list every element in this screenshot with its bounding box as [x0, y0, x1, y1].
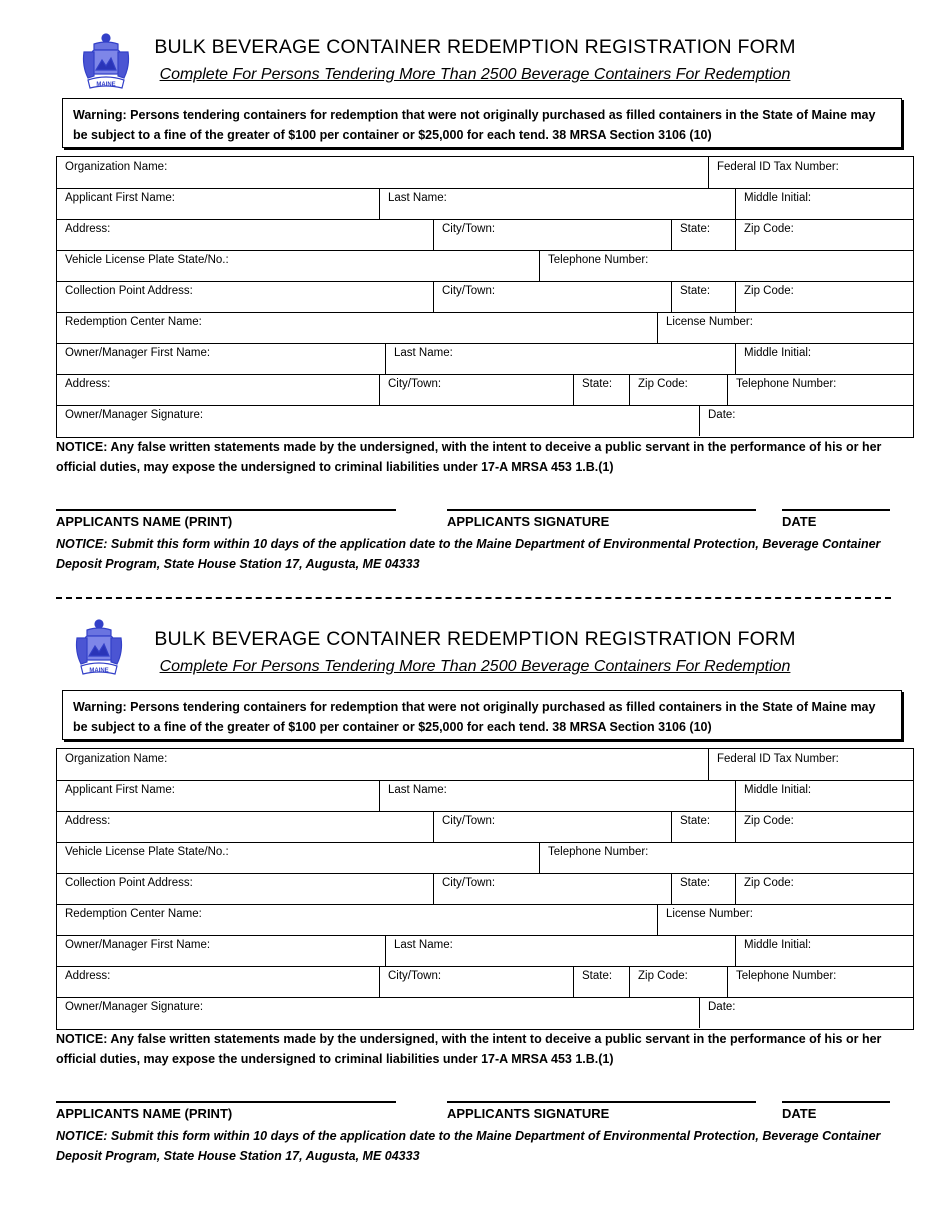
row-owner-signature — [57, 405, 913, 436]
applicant-signature-line[interactable] — [447, 497, 756, 511]
date-label: DATE — [782, 1106, 817, 1121]
row-owner-address — [57, 966, 913, 998]
row-owner-name — [57, 935, 913, 967]
owner-city-field[interactable]: City/Town: — [379, 966, 573, 997]
owner-state-field[interactable]: State: — [573, 374, 629, 405]
date-line[interactable] — [782, 1089, 890, 1103]
applicants-signature-label: APPLICANTS SIGNATURE — [447, 514, 610, 529]
applicant-last-name-field[interactable]: Last Name: — [379, 780, 735, 811]
registration-fields-table — [56, 156, 914, 438]
owner-state-field[interactable]: State: — [573, 966, 629, 997]
row-owner-signature — [57, 997, 913, 1028]
warning-box: Warning: Persons tendering containers for redemption that were not originally purchased as filled containers in the State of Maine may be subject to a fine of the greater of $100 per container or $25,000 for each tend. 38 MRSA Section 3106 (10) — [62, 98, 902, 148]
federal-id-field[interactable]: Federal ID Tax Number: — [708, 749, 913, 780]
applicant-middle-initial-field[interactable]: Middle Initial: — [735, 188, 913, 219]
applicant-city-field[interactable]: City/Town: — [433, 811, 671, 842]
collection-point-address-field[interactable]: Collection Point Address: — [65, 285, 193, 297]
applicant-name-line[interactable] — [56, 1089, 396, 1103]
false-statements-notice: NOTICE: Any false written statements made by the undersigned, with the intent to deceive a public servant in the performance of his or her official duties, may expose the undersigned to criminal liabilities under 17-A MRSA 453 1.B.(1) — [56, 1032, 882, 1066]
applicant-zip-field[interactable]: Zip Code: — [735, 811, 913, 842]
row-collection-point — [57, 281, 913, 313]
owner-telephone-field[interactable]: Telephone Number: — [727, 374, 913, 405]
license-number-field[interactable]: License Number: — [657, 312, 913, 343]
row-applicant-name — [57, 780, 913, 812]
applicant-signature-line[interactable] — [447, 1089, 756, 1103]
applicant-last-name-field[interactable]: Last Name: — [379, 188, 735, 219]
row-redemption-center — [57, 904, 913, 936]
owner-last-name-field[interactable]: Last Name: — [385, 343, 735, 374]
row-owner-address — [57, 374, 913, 406]
row-vehicle — [57, 842, 913, 874]
applicant-telephone-field[interactable]: Telephone Number: — [539, 250, 913, 281]
applicants-name-label: APPLICANTS NAME (PRINT) — [56, 514, 233, 529]
row-applicant-address — [57, 219, 913, 251]
federal-id-field[interactable]: Federal ID Tax Number: — [708, 157, 913, 188]
false-statements-notice: NOTICE: Any false written statements made by the undersigned, with the intent to deceive a public servant in the performance of his or her official duties, may expose the undersigned to criminal liabilities under 17-A MRSA 453 1.B.(1) — [56, 440, 882, 474]
form-subtitle: Complete For Persons Tendering More Than 2500 Beverage Containers For Redemption — [159, 66, 791, 83]
license-number-field[interactable]: License Number: — [657, 904, 913, 935]
collection-state-field[interactable]: State: — [671, 873, 735, 904]
row-owner-name — [57, 343, 913, 375]
form-title: BULK BEVERAGE CONTAINER REDEMPTION REGISTRATION FORM — [154, 36, 796, 58]
owner-address-field[interactable]: Address: — [65, 378, 111, 390]
applicant-name-line[interactable] — [56, 497, 396, 511]
applicant-telephone-field[interactable]: Telephone Number: — [539, 842, 913, 873]
warning-box: Warning: Persons tendering containers for redemption that were not originally purchased as filled containers in the State of Maine may be subject to a fine of the greater of $100 per container or $25,000 for each tend. 38 MRSA Section 3106 (10) — [62, 690, 902, 740]
owner-signature-field[interactable]: Owner/Manager Signature: — [65, 409, 204, 421]
owner-date-field[interactable]: Date: — [699, 997, 913, 1028]
applicant-zip-field[interactable]: Zip Code: — [735, 219, 913, 250]
row-organization — [57, 749, 913, 781]
date-label: DATE — [782, 514, 817, 529]
row-applicant-name — [57, 188, 913, 220]
organization-name-field[interactable]: Organization Name: — [65, 161, 168, 173]
owner-middle-initial-field[interactable]: Middle Initial: — [735, 935, 913, 966]
row-applicant-address — [57, 811, 913, 843]
vehicle-plate-field[interactable]: Vehicle License Plate State/No.: — [65, 254, 229, 266]
redemption-center-name-field[interactable]: Redemption Center Name: — [65, 908, 202, 920]
applicant-state-field[interactable]: State: — [671, 219, 735, 250]
applicant-first-name-field[interactable]: Applicant First Name: — [65, 192, 175, 204]
owner-zip-field[interactable]: Zip Code: — [629, 374, 727, 405]
collection-point-address-field[interactable]: Collection Point Address: — [65, 877, 193, 889]
owner-last-name-field[interactable]: Last Name: — [385, 935, 735, 966]
owner-city-field[interactable]: City/Town: — [379, 374, 573, 405]
svg-text:MAINE: MAINE — [89, 668, 109, 674]
collection-city-field[interactable]: City/Town: — [433, 873, 671, 904]
form-subtitle: Complete For Persons Tendering More Than 2500 Beverage Containers For Redemption — [159, 658, 791, 675]
row-organization — [57, 157, 913, 189]
owner-address-field[interactable]: Address: — [65, 970, 111, 982]
applicants-signature-label: APPLICANTS SIGNATURE — [447, 1106, 610, 1121]
collection-city-field[interactable]: City/Town: — [433, 281, 671, 312]
applicant-middle-initial-field[interactable]: Middle Initial: — [735, 780, 913, 811]
owner-signature-field[interactable]: Owner/Manager Signature: — [65, 1001, 204, 1013]
applicant-address-field[interactable]: Address: — [65, 815, 111, 827]
form-copy-bottom — [0, 592, 950, 1182]
owner-first-name-field[interactable]: Owner/Manager First Name: — [65, 939, 211, 951]
form-title: BULK BEVERAGE CONTAINER REDEMPTION REGISTRATION FORM — [154, 628, 796, 650]
row-collection-point — [57, 873, 913, 905]
collection-zip-field[interactable]: Zip Code: — [735, 281, 913, 312]
row-vehicle — [57, 250, 913, 282]
owner-telephone-field[interactable]: Telephone Number: — [727, 966, 913, 997]
form-copy-top — [0, 0, 950, 590]
collection-state-field[interactable]: State: — [671, 281, 735, 312]
row-redemption-center — [57, 312, 913, 344]
owner-zip-field[interactable]: Zip Code: — [629, 966, 727, 997]
applicants-name-label: APPLICANTS NAME (PRINT) — [56, 1106, 233, 1121]
owner-first-name-field[interactable]: Owner/Manager First Name: — [65, 347, 211, 359]
applicant-state-field[interactable]: State: — [671, 811, 735, 842]
owner-middle-initial-field[interactable]: Middle Initial: — [735, 343, 913, 374]
registration-fields-table — [56, 748, 914, 1030]
owner-date-field[interactable]: Date: — [699, 405, 913, 436]
applicant-city-field[interactable]: City/Town: — [433, 219, 671, 250]
organization-name-field[interactable]: Organization Name: — [65, 753, 168, 765]
submit-notice: NOTICE: Submit this form within 10 days of the application date to the Maine Department of Environmental Protection, Beverage Container Deposit Program, State House Station 17, Augusta, ME 04333 — [56, 1129, 881, 1163]
vehicle-plate-field[interactable]: Vehicle License Plate State/No.: — [65, 846, 229, 858]
applicant-address-field[interactable]: Address: — [65, 223, 111, 235]
date-line[interactable] — [782, 497, 890, 511]
redemption-center-name-field[interactable]: Redemption Center Name: — [65, 316, 202, 328]
applicant-first-name-field[interactable]: Applicant First Name: — [65, 784, 175, 796]
submit-notice: NOTICE: Submit this form within 10 days of the application date to the Maine Department of Environmental Protection, Beverage Container Deposit Program, State House Station 17, Augusta, ME 04333 — [56, 537, 881, 571]
svg-text:MAINE: MAINE — [96, 82, 116, 88]
collection-zip-field[interactable]: Zip Code: — [735, 873, 913, 904]
